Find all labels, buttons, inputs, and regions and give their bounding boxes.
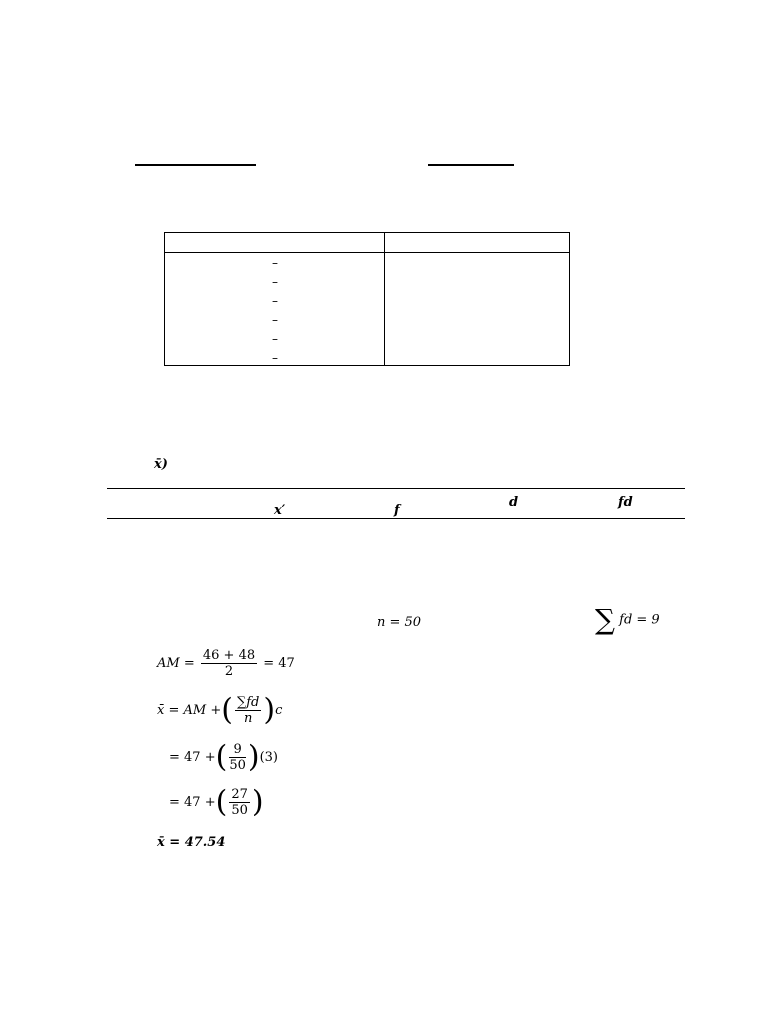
column-header-x: x′ <box>274 503 286 518</box>
total-n: n = 50 <box>377 615 422 630</box>
freq-table-header-rule <box>107 518 685 519</box>
interval-dash: – <box>272 256 278 270</box>
formula-c: c <box>275 703 283 718</box>
interval-dash: – <box>272 275 278 289</box>
interval-dash: – <box>272 313 278 327</box>
mean-label: x̄) <box>154 457 168 472</box>
am-rhs: = 47 <box>263 656 295 671</box>
sub2-lhs: = 47 + <box>169 795 216 810</box>
sub1-c: (3) <box>259 750 278 765</box>
sub2-denominator: 50 <box>231 803 248 818</box>
sub1-denominator: 50 <box>229 758 246 773</box>
sub2-numerator: 27 <box>231 787 248 802</box>
column-header-f: f <box>394 503 400 518</box>
interval-dash: – <box>272 332 278 346</box>
am-equation <box>157 648 295 679</box>
sub2-fraction <box>229 787 250 818</box>
formula-fraction <box>235 695 261 726</box>
am-fraction <box>201 648 257 679</box>
substitution-step-1: = 47 +( $\frac{9}{50}$ )(3) <box>169 739 278 775</box>
interval-dash: – <box>272 351 278 365</box>
column-header-d: d <box>509 495 519 510</box>
mean-result: x̄ = 47.54 <box>157 835 226 850</box>
am-lhs: AM = <box>157 656 195 671</box>
sigma-symbol: ∑ <box>595 603 615 636</box>
am-denominator: 2 <box>224 664 234 679</box>
sub1-lhs: = 47 + <box>169 750 216 765</box>
heading-underline-right <box>428 164 514 166</box>
table-header-divider <box>165 252 569 253</box>
substitution-step-2: = 47 +( $\frac{27}{50}$ ) <box>169 784 264 820</box>
formula-denominator: n <box>243 711 253 726</box>
interval-dash: – <box>272 294 278 308</box>
sub1-fraction <box>229 742 246 773</box>
sum-fd-text: fd = 9 <box>619 612 660 628</box>
column-header-fd: fd <box>618 495 633 510</box>
class-interval-table <box>164 232 570 366</box>
total-sum-fd <box>595 603 660 636</box>
formula-lhs: x̄ = AM + <box>157 703 222 718</box>
sub1-numerator: 9 <box>229 742 246 758</box>
am-numerator: 46 + 48 <box>202 648 256 663</box>
mean-formula: x̄ = AM +( $\frac{\sum fd}{n}$ )c <box>157 692 283 728</box>
freq-table-top-rule <box>107 488 685 489</box>
formula-numerator: ∑fd <box>236 695 260 710</box>
heading-underline-left <box>135 164 256 166</box>
